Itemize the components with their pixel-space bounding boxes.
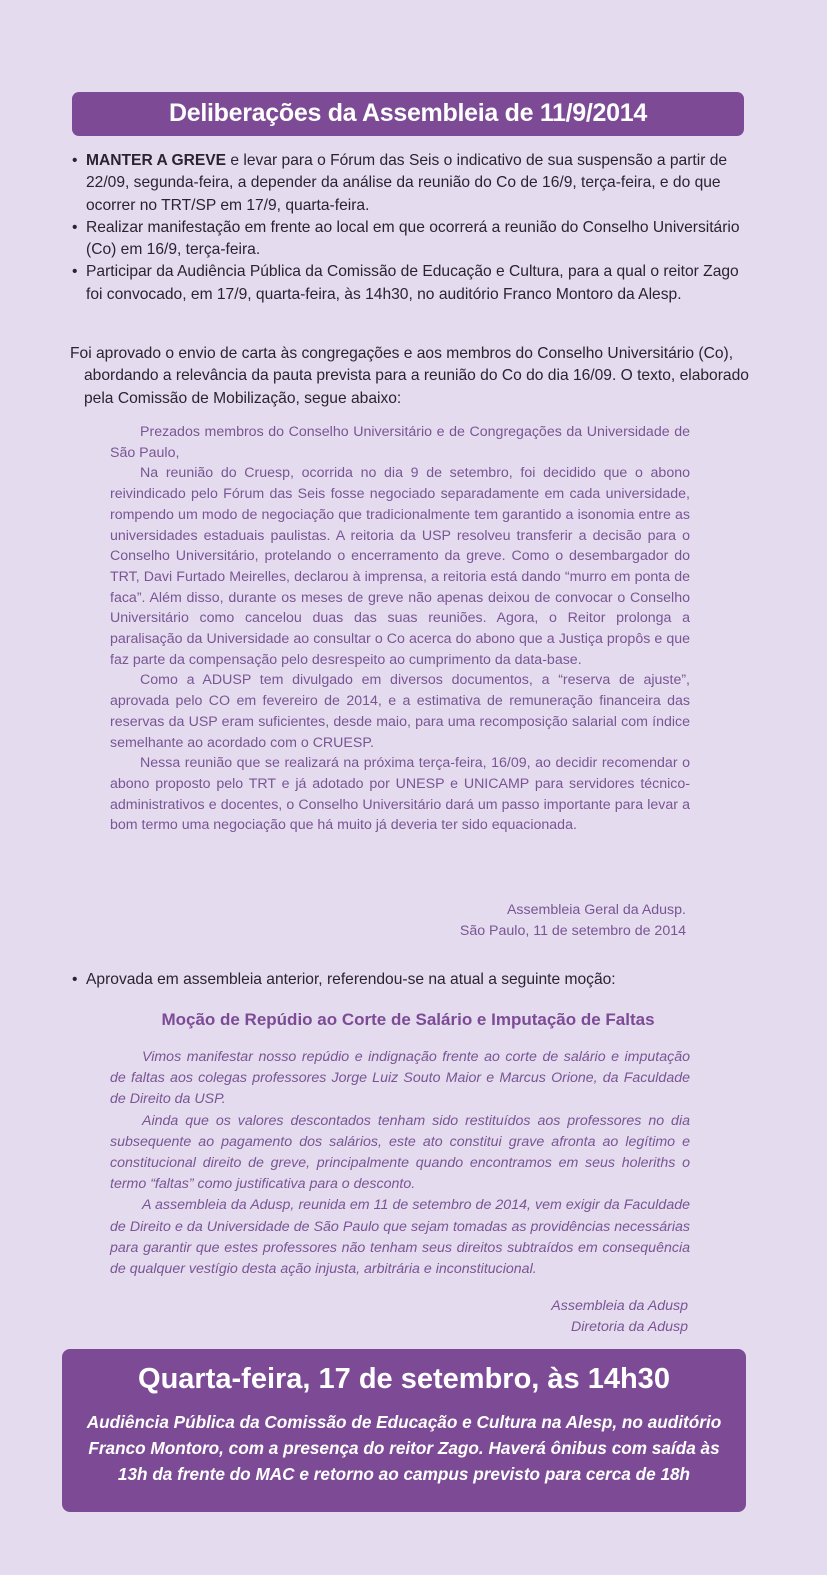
letter-signature [460,900,686,942]
event-title: Quarta-feira, 17 de setembro, às 14h30 [138,1363,670,1395]
letter-intro: Foi aprovado o envio de carta às congregações e aos membros do Conselho Universitário (Co), abordando a relevância da pauta prevista para a reunião do Co do dia 16/09. O texto, elaborado pela Comissão de Mobilização, segue abaixo: [70,345,749,407]
letter-signature-date: São Paulo, 11 de setembro de 2014 [459,923,686,939]
letter-paragraph: Na reunião do Cruesp, ocorrida no dia 9 de setembro, foi decidido que o abono reivindicado pelo Fórum das Seis fosse negociado separadamente em cada universidade, rompendo um modo de negociação que tradicionalmente tem garantido a isonomia entre as universidades estaduais paulistas. A reitoria da USP resolveu transferir a decisão para o Conselho Universitário, protelando o encerramento da greve. Como o desembargador do TRT, Davi Furtado Meirelles, declarou à imprensa, a reitoria está dando “murro em ponta de faca”. Além disso, durante os meses de greve não apenas deixou de convocar o Conselho Universitário como cancelou duas das suas reuniões. Agora, o Reitor prolonga a paralisação da Universidade ao consultar o Co acerca do abono que a Justiça propôs e que faz parte da compensação pelo desrespeito ao cumprimento da data-base. [110,465,690,668]
deliberation-text: Realizar manifestação em frente ao local em que ocorrerá a reunião do Conselho Universitário (Co) em 16/9, terça-feira. [86,218,740,259]
deliberations-list [72,150,752,306]
deliberation-text: Participar da Audiência Pública da Comissão de Educação e Cultura, para a qual o reitor Zago foi convocado, em 17/9, quarta-feira, às 14h30, no auditório Franco Montoro da Alesp. [86,263,739,303]
deliberation-item [72,261,752,306]
motion-paragraph: A assembleia da Adusp, reunida em 11 de setembro de 2014, vem exigir da Faculdade de Direito e da Universidade de São Paulo que sejam tomadas as providências necessárias para garantir que estes professores não tenham seus direitos subtraídos em consequência de qualquer vestígio desta ação injusta, arbitrária e inconstitucional. [110,1197,690,1278]
motion-paragraph: Vimos manifestar nosso repúdio e indignação frente ao corte de salário e imputação de faltas aos colegas professores Jorge Luiz Souto Maior e Marcus Orione, da Faculdade de Direito da USP. [110,1049,690,1108]
letter-signature-author: Assembleia Geral da Adusp. [506,902,686,918]
deliberation-bold-lead: MANTER A GREVE [86,152,227,169]
letter-body [110,422,690,836]
letter-paragraph: Como a ADUSP tem divulgado em diversos documentos, a “reserva de ajuste”, aprovada pelo CO em fevereiro de 2014, e a estimativa de remuneração financeira das reservas da USP eram suficientes, desde maio, para uma recomposição salarial com índice semelhante ao acordado com o CRUESP. [110,672,690,751]
motion-signature [551,1296,688,1338]
motion-intro-text: Aprovada em assembleia anterior, referendou-se na atual a seguinte moção: [86,971,616,988]
deliberations-title: Deliberações da Assembleia de 11/9/2014 [169,99,647,127]
motion-intro [72,969,766,991]
letter-paragraph: Prezados membros do Conselho Universitário e de Congregações da Universidade de São Paulo, [110,424,690,461]
motion-title: Moção de Repúdio ao Corte de Salário e Imputação de Faltas [161,1010,655,1029]
deliberation-item [72,217,752,262]
motion-paragraph: Ainda que os valores descontados tenham sido restituídos aos professores no dia subsequente ao pagamento dos salários, este ato constitui grave afronta ao legítimo e constitucional direito de greve, principalmente quando encontramos em seus holeriths o termo “faltas” como justificativa para o desconto. [110,1112,690,1193]
motion-signature-line: Diretoria da Adusp [571,1319,688,1335]
deliberation-item [72,150,752,217]
motion-body [110,1047,690,1280]
motion-signature-line: Assembleia da Adusp [551,1298,688,1314]
event-description: Audiência Pública da Comissão de Educação e Cultura na Alesp, no auditório Franco Montoro, com a presença do reitor Zago. Haverá ônibus com saída às 13h da frente do MAC e retorno ao campus previsto para cerca de 18h [86,1412,722,1484]
event-banner [62,1349,746,1512]
deliberation-text: e levar para o Fórum das Seis o indicativo de sua suspensão a partir de 22/09, segunda-feira, a depender da análise da reunião do Co de 16/9, terça-feira, e do que ocorrer no TRT/SP em 17/9, quarta-feira. [86,152,728,214]
deliberations-header [72,92,744,136]
letter-paragraph: Nessa reunião que se realizará na próxima terça-feira, 16/09, ao decidir recomendar o abono proposto pelo TRT e já adotado por UNESP e UNICAMP para servidores técnico-administrativos e docentes, o Conselho Universitário dará um passo importante para levar a bom termo uma negociação que há muito já deveria ter sido equacionada. [110,755,690,834]
